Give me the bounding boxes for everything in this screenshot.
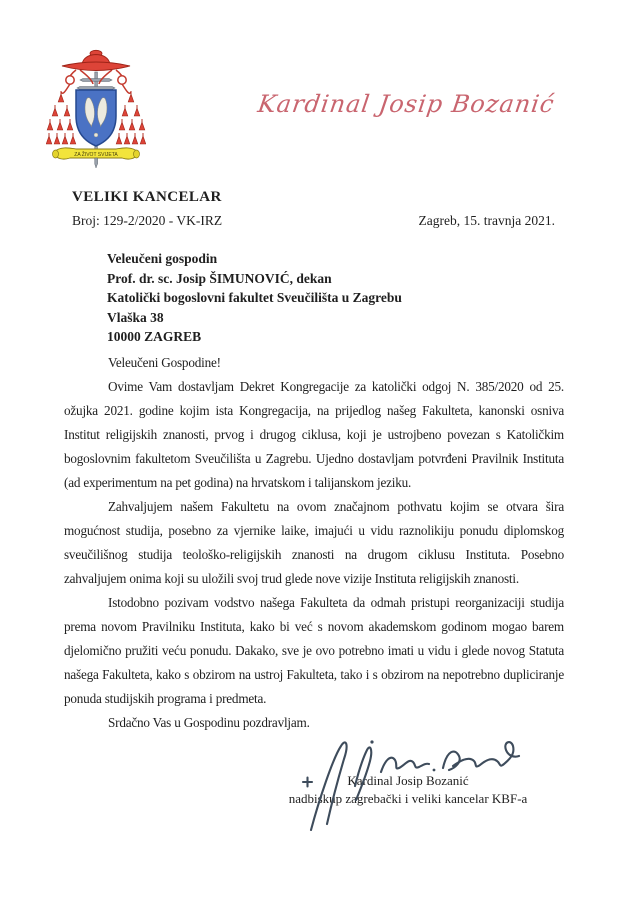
signer-title: nadbiskup zagrebački i veliki kancelar KBF-a <box>288 790 528 806</box>
tassels-right <box>116 91 146 144</box>
closing-line: Srdačno Vas u Gospodinu pozdravljam. <box>108 715 310 730</box>
paragraph: Ovime Vam dostavljam Dekret Kongregacije za katolički odgoj N. 385/2020 od 25. ožujka 2021. godine kojim ista Kongregacija, na prijedlog našeg Fakulteta, kanonski osniva Institut religijskih znanosti, prvog i drugog ciklusa, koji je ustrojbeno povezan s Katoličkim bogoslovnim fakultetom Sveučilišta u Zagrebu. Ujedno dostavljam potvrđeni Pravilnik Instituta (ad experimentum na pet godina) na hrvatskom i talijanskom jeziku. <box>64 379 564 490</box>
reference-row <box>72 213 555 229</box>
paragraph: Istodobno pozivam vodstvo našega Fakulteta da odmah pristupi reorganizaciji studija prema novom Pravilniku Instituta, kako bi već s novom akademskom godinom mogao barem djelomično pružiti veću ponudu. Dakako, sve je ovo potrebno imati u vidu i glede novog Statuta našega Fakulteta, kako s obzirom na ustroj Fakulteta, tako i s obzirom na nepotrebno dupliciranje ponuda studijskih programa i predmeta. <box>64 595 564 706</box>
paragraph: Zahvaljujem našem Fakultetu na ovom značajnom pothvatu kojim se otvara šira mogućnost studija, posebno za vjernike laike, imajući u vidu raznolikiju ponudu diplomskog sveučilišnog studija teološko-religijskih znanosti na drugom ciklusu Instituta. Posebno zahvaljujem onima koji su uložili svoj trud glede nove vizije Instituta religijskih znanosti. <box>64 499 564 586</box>
shield <box>76 90 116 146</box>
motto-banner <box>53 148 140 159</box>
galero-hat <box>62 50 130 70</box>
recipient-line: Vlaška 38 <box>107 309 164 325</box>
recipient-line: 10000 ZAGREB <box>107 329 202 344</box>
handwritten-signature-icon <box>293 736 528 831</box>
recipient-line: Veleučeni gospodin <box>107 251 218 266</box>
coat-of-arms-icon <box>46 48 146 168</box>
salutation: Veleučeni Gospodine! <box>108 355 221 370</box>
tassels-left <box>46 91 76 144</box>
office-title: VELIKI KANCELAR <box>72 189 222 205</box>
recipient-block <box>107 249 402 347</box>
crest-motto-text: ZA ŽIVOT SVIJETA <box>74 152 118 158</box>
place-date: Zagreb, 15. travnja 2021. <box>418 213 555 228</box>
signer-name: Kardinal Josip Bozanić <box>347 773 469 788</box>
recipient-line: Prof. dr. sc. Josip ŠIMUNOVIĆ, dekan <box>107 270 332 286</box>
reference-number: Broj: 129-2/2020 - VK-IRZ <box>72 213 223 228</box>
letterhead-script-title: Kardinal Josip Bozanić <box>256 90 557 118</box>
letter-body <box>64 351 564 735</box>
recipient-line: Katolički bogoslovni fakultet Sveučilišta u Zagrebu <box>107 290 402 305</box>
